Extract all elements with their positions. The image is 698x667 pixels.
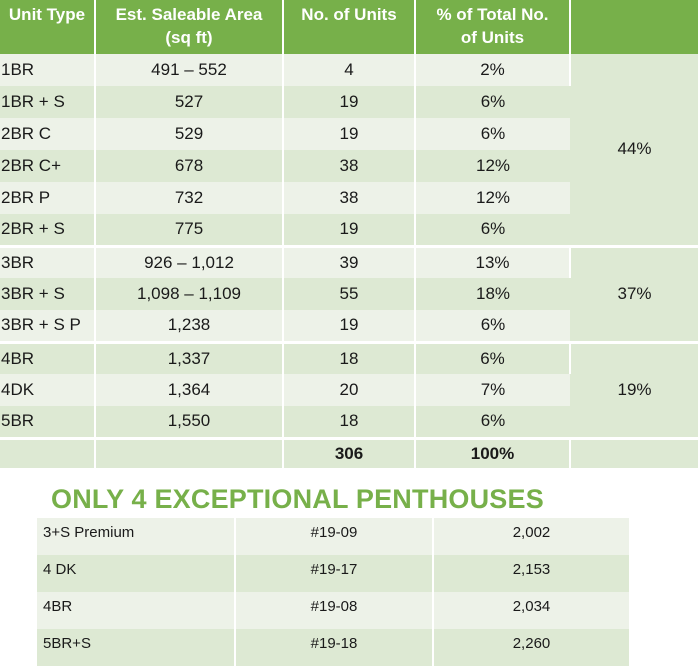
- total-area-cell: [95, 438, 283, 468]
- unit-type-cell: 2BR C: [0, 118, 95, 150]
- table-row: [0, 246, 698, 278]
- unit-type-cell: 3BR + S: [0, 278, 95, 310]
- pct-cell: 6%: [415, 86, 570, 118]
- unit-type-cell: 5BR: [0, 406, 95, 438]
- area-cell: 1,337: [95, 342, 283, 374]
- units-cell: 20: [283, 374, 415, 406]
- units-cell: 19: [283, 214, 415, 246]
- area-cell: 926 – 1,012: [95, 246, 283, 278]
- header-pct-line1: % of Total No.: [436, 5, 549, 24]
- penthouse-row: [37, 592, 629, 629]
- penthouses-title: ONLY 4 EXCEPTIONAL PENTHOUSES: [51, 484, 544, 514]
- penthouse-unit-cell: #19-08: [235, 592, 433, 629]
- penthouse-area-cell: 2,153: [433, 555, 629, 592]
- group-share-cell: 44%: [570, 54, 698, 246]
- total-type-cell: [0, 438, 95, 468]
- penthouse-name-cell: 4 DK: [37, 555, 235, 592]
- total-row: [0, 438, 698, 468]
- units-cell: 4: [283, 54, 415, 86]
- pct-cell: 6%: [415, 118, 570, 150]
- header-area-line2: (sq ft): [165, 28, 213, 47]
- units-cell: 19: [283, 310, 415, 342]
- area-cell: 775: [95, 214, 283, 246]
- area-cell: 1,238: [95, 310, 283, 342]
- group-share-cell: 37%: [570, 246, 698, 342]
- unit-table-header-row: [0, 0, 698, 54]
- penthouse-row: [37, 518, 629, 555]
- area-cell: 529: [95, 118, 283, 150]
- penthouse-name-cell: 5BR+S: [37, 629, 235, 666]
- penthouse-area-cell: 2,002: [433, 518, 629, 555]
- unit-type-cell: 1BR + S: [0, 86, 95, 118]
- penthouses-table: [37, 518, 629, 666]
- unit-type-cell: 4BR: [0, 342, 95, 374]
- penthouse-unit-cell: #19-18: [235, 629, 433, 666]
- penthouse-row: [37, 629, 629, 666]
- header-pct-line2: of Units: [460, 28, 525, 47]
- header-pct-total: [415, 0, 570, 54]
- header-unit-type: Unit Type: [0, 0, 95, 54]
- pct-cell: 18%: [415, 278, 570, 310]
- total-pct-cell: 100%: [415, 438, 570, 468]
- area-cell: 1,364: [95, 374, 283, 406]
- penthouse-row: [37, 555, 629, 592]
- pct-cell: 6%: [415, 342, 570, 374]
- penthouse-name-cell: 3+S Premium: [37, 518, 235, 555]
- pct-cell: 12%: [415, 150, 570, 182]
- units-cell: 19: [283, 86, 415, 118]
- penthouse-area-cell: 2,260: [433, 629, 629, 666]
- pct-cell: 13%: [415, 246, 570, 278]
- unit-type-cell: 3BR: [0, 246, 95, 278]
- unit-type-cell: 2BR P: [0, 182, 95, 214]
- units-cell: 18: [283, 406, 415, 438]
- header-no-of-units: No. of Units: [283, 0, 415, 54]
- header-area-line1: Est. Saleable Area: [115, 5, 263, 24]
- pct-cell: 2%: [415, 54, 570, 86]
- group-share-cell: 19%: [570, 342, 698, 438]
- units-cell: 55: [283, 278, 415, 310]
- header-saleable-area: [95, 0, 283, 54]
- units-cell: 38: [283, 150, 415, 182]
- penthouse-area-cell: 2,034: [433, 592, 629, 629]
- units-cell: 19: [283, 118, 415, 150]
- area-cell: 1,550: [95, 406, 283, 438]
- unit-type-cell: 2BR + S: [0, 214, 95, 246]
- area-cell: 1,098 – 1,109: [95, 278, 283, 310]
- total-group-cell: [570, 438, 698, 468]
- penthouse-unit-cell: #19-17: [235, 555, 433, 592]
- unit-type-cell: 3BR + S P: [0, 310, 95, 342]
- pct-cell: 12%: [415, 182, 570, 214]
- units-cell: 38: [283, 182, 415, 214]
- pct-cell: 6%: [415, 310, 570, 342]
- table-row: [0, 54, 698, 86]
- pct-cell: 6%: [415, 214, 570, 246]
- units-cell: 39: [283, 246, 415, 278]
- penthouse-name-cell: 4BR: [37, 592, 235, 629]
- penthouse-unit-cell: #19-09: [235, 518, 433, 555]
- area-cell: 527: [95, 86, 283, 118]
- pct-cell: 7%: [415, 374, 570, 406]
- area-cell: 491 – 552: [95, 54, 283, 86]
- area-cell: 732: [95, 182, 283, 214]
- unit-type-cell: 2BR C+: [0, 150, 95, 182]
- units-cell: 18: [283, 342, 415, 374]
- unit-type-cell: 1BR: [0, 54, 95, 86]
- pct-cell: 6%: [415, 406, 570, 438]
- table-row: [0, 342, 698, 374]
- header-group-share: [570, 0, 698, 54]
- total-units-cell: 306: [283, 438, 415, 468]
- unit-type-cell: 4DK: [0, 374, 95, 406]
- area-cell: 678: [95, 150, 283, 182]
